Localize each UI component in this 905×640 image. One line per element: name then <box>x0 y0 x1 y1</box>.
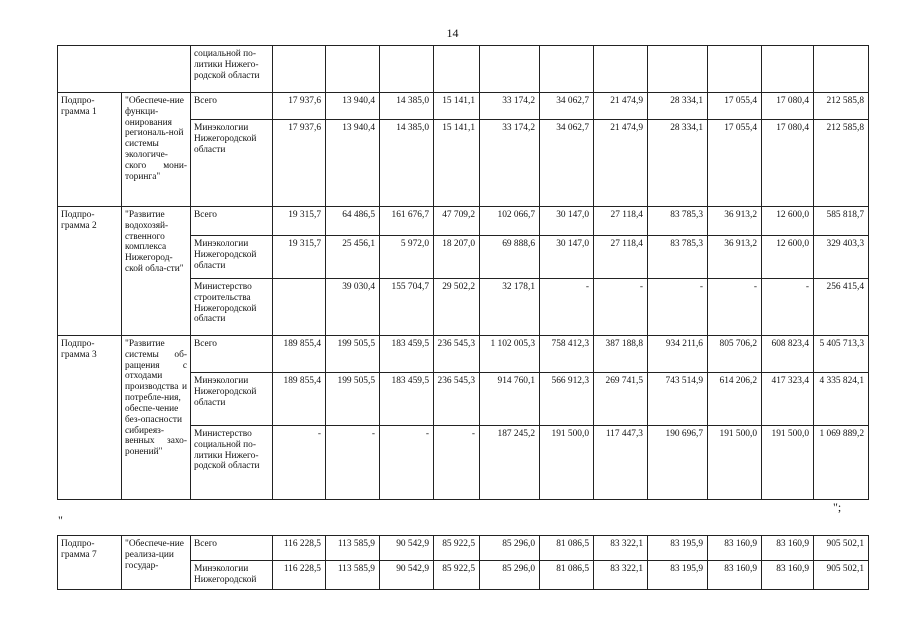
executor-cell: Всего <box>191 536 273 561</box>
value-cell: - <box>434 426 480 500</box>
value-cell: 608 823,4 <box>762 336 814 373</box>
value-cell: 113 585,9 <box>326 561 380 590</box>
value-cell: 113 585,9 <box>326 536 380 561</box>
value-cell: 29 502,2 <box>434 279 480 336</box>
value-cell: 15 141,1 <box>434 93 480 120</box>
value-cell: 90 542,9 <box>380 561 434 590</box>
value-cell: - <box>326 426 380 500</box>
value-cell: 199 505,5 <box>326 373 380 426</box>
value-cell: 566 912,3 <box>540 373 594 426</box>
value-cell: 905 502,1 <box>814 536 869 561</box>
value-cell <box>273 279 326 336</box>
executor-cell: Всего <box>191 336 273 373</box>
value-cell: 83 322,1 <box>594 536 648 561</box>
value-cell: 85 296,0 <box>480 561 540 590</box>
value-cell <box>762 46 814 93</box>
value-cell: 12 600,0 <box>762 236 814 279</box>
value-cell: 191 500,0 <box>540 426 594 500</box>
value-cell: 17 937,6 <box>273 120 326 207</box>
value-cell: 190 696,7 <box>648 426 708 500</box>
table-row <box>58 207 869 236</box>
value-cell: 19 315,7 <box>273 236 326 279</box>
value-cell: 17 080,4 <box>762 120 814 207</box>
table-row <box>58 536 869 561</box>
value-cell: 27 118,4 <box>594 236 648 279</box>
value-cell: 83 160,9 <box>708 536 762 561</box>
value-cell: - <box>648 279 708 336</box>
value-cell: 236 545,3 <box>434 336 480 373</box>
value-cell: 5 972,0 <box>380 236 434 279</box>
subprogram-label: Подпро-грамма 7 <box>58 536 122 590</box>
value-cell: 85 922,5 <box>434 561 480 590</box>
value-cell: 13 940,4 <box>326 120 380 207</box>
value-cell: 189 855,4 <box>273 336 326 373</box>
subprogram-name: "Обеспече-ние функци-онирования региональ-ной системы экологиче-ского мони-торинга" <box>122 93 191 207</box>
budget-table <box>57 45 869 500</box>
value-cell: 33 174,2 <box>480 120 540 207</box>
value-cell: 102 066,7 <box>480 207 540 236</box>
value-cell: 34 062,7 <box>540 120 594 207</box>
value-cell: 116 228,5 <box>273 536 326 561</box>
value-cell <box>273 46 326 93</box>
value-cell: 905 502,1 <box>814 561 869 590</box>
page-number: 14 <box>446 26 459 40</box>
value-cell: 47 709,2 <box>434 207 480 236</box>
value-cell: 117 447,3 <box>594 426 648 500</box>
empty-cell <box>58 46 191 93</box>
value-cell: 743 514,9 <box>648 373 708 426</box>
value-cell: 83 160,9 <box>762 536 814 561</box>
value-cell: 36 913,2 <box>708 207 762 236</box>
value-cell: 805 706,2 <box>708 336 762 373</box>
value-cell <box>540 46 594 93</box>
value-cell: 69 888,6 <box>480 236 540 279</box>
executor-cell: Минэкологии Нижегородской области <box>191 373 273 426</box>
value-cell: 14 385,0 <box>380 93 434 120</box>
value-cell: 199 505,5 <box>326 336 380 373</box>
value-cell: - <box>540 279 594 336</box>
value-cell: 81 086,5 <box>540 536 594 561</box>
value-cell: 417 323,4 <box>762 373 814 426</box>
value-cell: - <box>708 279 762 336</box>
value-cell: 36 913,2 <box>708 236 762 279</box>
value-cell: 39 030,4 <box>326 279 380 336</box>
value-cell: 64 486,5 <box>326 207 380 236</box>
value-cell: 4 335 824,1 <box>814 373 869 426</box>
value-cell: 17 080,4 <box>762 93 814 120</box>
value-cell: - <box>594 279 648 336</box>
table-row <box>58 46 869 93</box>
table-row <box>58 93 869 120</box>
value-cell: 191 500,0 <box>708 426 762 500</box>
value-cell: 387 188,8 <box>594 336 648 373</box>
value-cell: 21 474,9 <box>594 120 648 207</box>
value-cell: 81 086,5 <box>540 561 594 590</box>
value-cell <box>594 46 648 93</box>
executor-cell: Министерство социальной по-литики Нижего-родской области <box>191 426 273 500</box>
value-cell: - <box>380 426 434 500</box>
value-cell: 614 206,2 <box>708 373 762 426</box>
value-cell: 329 403,3 <box>814 236 869 279</box>
value-cell: 83 160,9 <box>762 561 814 590</box>
value-cell: - <box>762 279 814 336</box>
value-cell <box>380 46 434 93</box>
subprogram-name: "Обеспече-ние реализа-ции государ- <box>122 536 191 590</box>
value-cell: 183 459,5 <box>380 336 434 373</box>
value-cell: 28 334,1 <box>648 93 708 120</box>
value-cell: 17 055,4 <box>708 93 762 120</box>
value-cell: 21 474,9 <box>594 93 648 120</box>
value-cell: 83 785,3 <box>648 236 708 279</box>
value-cell: 83 322,1 <box>594 561 648 590</box>
value-cell: 236 545,3 <box>434 373 480 426</box>
value-cell <box>326 46 380 93</box>
value-cell: 30 147,0 <box>540 236 594 279</box>
value-cell: 33 174,2 <box>480 93 540 120</box>
table-row <box>58 336 869 373</box>
value-cell: 27 118,4 <box>594 207 648 236</box>
value-cell: 189 855,4 <box>273 373 326 426</box>
opening-quote: " <box>58 513 63 527</box>
executor-cell: Минэкологии Нижегородской области <box>191 236 273 279</box>
value-cell: 585 818,7 <box>814 207 869 236</box>
value-cell: 183 459,5 <box>380 373 434 426</box>
subprogram-7-table <box>57 535 869 590</box>
value-cell <box>708 46 762 93</box>
value-cell: 12 600,0 <box>762 207 814 236</box>
executor-cell: Министерство строительства Нижегородской области <box>191 279 273 336</box>
value-cell: 83 195,9 <box>648 536 708 561</box>
value-cell: 34 062,7 <box>540 93 594 120</box>
value-cell: 5 405 713,3 <box>814 336 869 373</box>
value-cell <box>648 46 708 93</box>
value-cell <box>434 46 480 93</box>
value-cell: - <box>273 426 326 500</box>
value-cell: 256 415,4 <box>814 279 869 336</box>
value-cell: 25 456,1 <box>326 236 380 279</box>
value-cell: 161 676,7 <box>380 207 434 236</box>
closing-quote: "; <box>833 500 842 514</box>
value-cell: 1 102 005,3 <box>480 336 540 373</box>
subprogram-name: "Развитие водохозяй-ственного комплекса Нижегород-ской обла-сти" <box>122 207 191 336</box>
value-cell: 90 542,9 <box>380 536 434 561</box>
value-cell <box>480 46 540 93</box>
value-cell: 15 141,1 <box>434 120 480 207</box>
value-cell: 212 585,8 <box>814 93 869 120</box>
executor-cell: Всего <box>191 93 273 120</box>
executor-cell: социальной по-литики Нижего-родской области <box>191 46 273 93</box>
value-cell: 17 055,4 <box>708 120 762 207</box>
value-cell: 13 940,4 <box>326 93 380 120</box>
value-cell: 85 296,0 <box>480 536 540 561</box>
value-cell: 212 585,8 <box>814 120 869 207</box>
value-cell: 83 160,9 <box>708 561 762 590</box>
value-cell: 83 785,3 <box>648 207 708 236</box>
value-cell: 914 760,1 <box>480 373 540 426</box>
value-cell: 85 922,5 <box>434 536 480 561</box>
value-cell: 155 704,7 <box>380 279 434 336</box>
executor-cell: Минэкологии Нижегородской <box>191 561 273 590</box>
subprogram-label: Подпро-грамма 1 <box>58 93 122 207</box>
value-cell: 14 385,0 <box>380 120 434 207</box>
value-cell: 269 741,5 <box>594 373 648 426</box>
value-cell: 30 147,0 <box>540 207 594 236</box>
value-cell: 187 245,2 <box>480 426 540 500</box>
value-cell <box>814 46 869 93</box>
value-cell: 19 315,7 <box>273 207 326 236</box>
subprogram-name: "Развитие системы об-ращения с отходами производства и потребле-ния, обеспе-чение без-опасности сибиреяз-венных захо-ронений" <box>122 336 191 500</box>
value-cell: 116 228,5 <box>273 561 326 590</box>
subprogram-label: Подпро-грамма 3 <box>58 336 122 500</box>
value-cell: 191 500,0 <box>762 426 814 500</box>
value-cell: 18 207,0 <box>434 236 480 279</box>
value-cell: 28 334,1 <box>648 120 708 207</box>
value-cell: 83 195,9 <box>648 561 708 590</box>
value-cell: 758 412,3 <box>540 336 594 373</box>
value-cell: 17 937,6 <box>273 93 326 120</box>
executor-cell: Всего <box>191 207 273 236</box>
subprogram-label: Подпро-грамма 2 <box>58 207 122 336</box>
executor-cell: Минэкологии Нижегородской области <box>191 120 273 207</box>
value-cell: 32 178,1 <box>480 279 540 336</box>
value-cell: 1 069 889,2 <box>814 426 869 500</box>
value-cell: 934 211,6 <box>648 336 708 373</box>
